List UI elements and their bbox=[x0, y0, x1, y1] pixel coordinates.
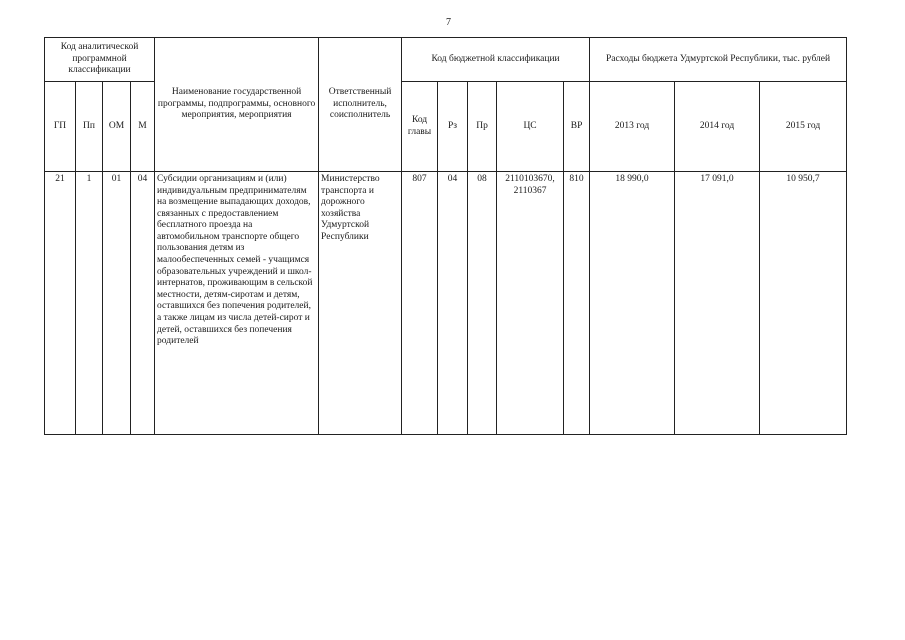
header-om: ОМ bbox=[103, 82, 131, 172]
cell-kod-glavy: 807 bbox=[402, 172, 438, 435]
header-vr: ВР bbox=[564, 82, 590, 172]
header-analytic-code: Код аналитической программной классификации bbox=[45, 38, 155, 82]
header-pp: Пп bbox=[76, 82, 103, 172]
cell-gp: 21 bbox=[45, 172, 76, 435]
header-expenses: Расходы бюджета Удмуртской Республики, тыс. рублей bbox=[590, 38, 847, 82]
cell-m: 04 bbox=[131, 172, 155, 435]
header-pr: Пр bbox=[468, 82, 497, 172]
header-2014: 2014 год bbox=[675, 82, 760, 172]
header-cs: ЦС bbox=[497, 82, 564, 172]
header-gp: ГП bbox=[45, 82, 76, 172]
header-m: М bbox=[131, 82, 155, 172]
cell-rz: 04 bbox=[438, 172, 468, 435]
cell-2015: 10 950,7 bbox=[760, 172, 847, 435]
cell-name: Субсидии организациям и (или) индивидуальным предпринимателям на возмещение выпадающих доходов, связанных с предоставлением бесплатного проезда на автомобильном транспорте общего пользования детям из малообеспеченных семей - учащимся образовательных учреждений и школ-интернатов, проживающим в сельской местности, детям-сиротам и детям, оставшихся без попечения родителей, а также лицам из числа детей-сирот и детей, оставшихся без попечения родителей bbox=[155, 172, 319, 435]
page-number: 7 bbox=[446, 17, 451, 28]
cell-pp: 1 bbox=[76, 172, 103, 435]
header-row-top bbox=[45, 38, 847, 82]
cell-executor: Министерство транспорта и дорожного хозяйства Удмуртской Республики bbox=[319, 172, 402, 435]
header-2013: 2013 год bbox=[590, 82, 675, 172]
cell-om: 01 bbox=[103, 172, 131, 435]
table-row bbox=[45, 172, 847, 435]
cell-2013: 18 990,0 bbox=[590, 172, 675, 435]
cell-cs: 2110103670, 2110367 bbox=[497, 172, 564, 435]
header-name: Наименование государственной программы, подпрограммы, основного мероприятия, мероприятия bbox=[155, 38, 319, 172]
header-budget-code: Код бюджетной классификации bbox=[402, 38, 590, 82]
header-executor: Ответственный исполнитель, соисполнитель bbox=[319, 38, 402, 172]
header-kod-glavy: Код главы bbox=[402, 82, 438, 172]
header-2015: 2015 год bbox=[760, 82, 847, 172]
cell-vr: 810 bbox=[564, 172, 590, 435]
budget-table bbox=[44, 37, 847, 435]
header-rz: Рз bbox=[438, 82, 468, 172]
cell-2014: 17 091,0 bbox=[675, 172, 760, 435]
cell-pr: 08 bbox=[468, 172, 497, 435]
